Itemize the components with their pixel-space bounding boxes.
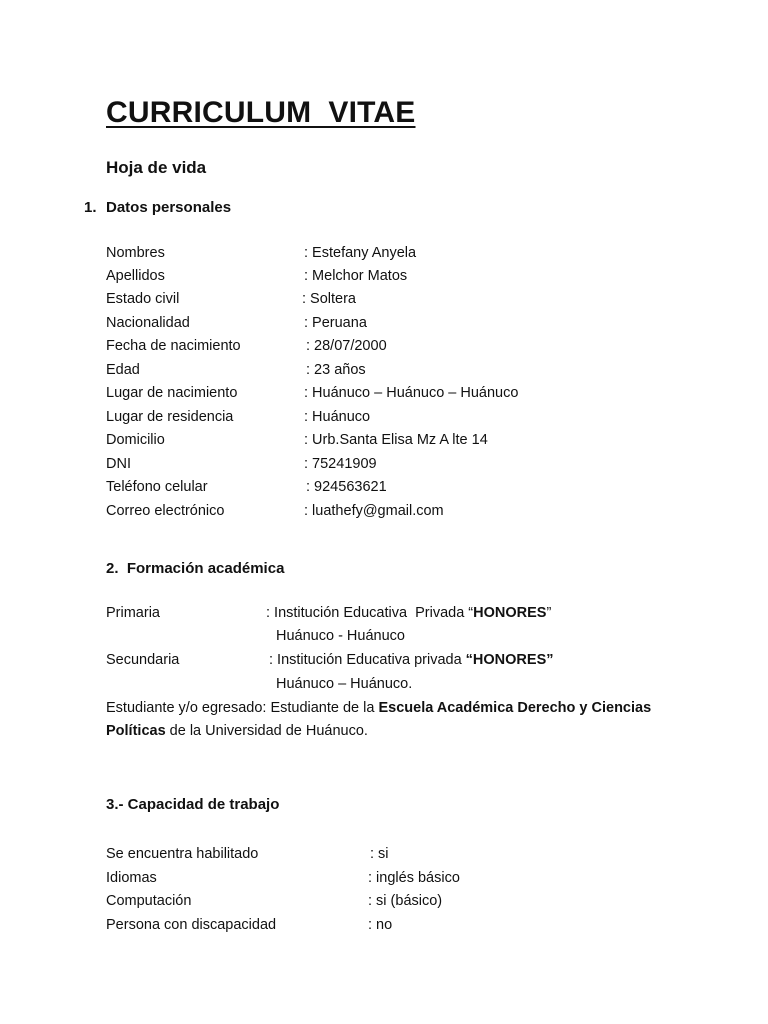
school-program: Escuela Académica Derecho y Ciencias bbox=[378, 700, 652, 716]
row-value: : no bbox=[368, 917, 393, 933]
school-name: HONORES bbox=[473, 605, 547, 621]
row-value: : si (básico) bbox=[368, 893, 443, 909]
row-value: : 23 años bbox=[306, 362, 366, 378]
row-value: : Melchor Matos bbox=[304, 268, 408, 284]
section1-heading: Datos personales bbox=[106, 199, 232, 216]
section3-heading: 3.- Capacidad de trabajo bbox=[106, 796, 280, 813]
row-label: Lugar de residencia bbox=[106, 409, 234, 425]
education-value-suffix: ” bbox=[546, 605, 552, 621]
education-value bbox=[269, 649, 554, 672]
row-label: Estado civil bbox=[106, 291, 180, 307]
student-prefix: Estudiante y/o egresado: Estudiante de la bbox=[106, 700, 379, 716]
section1-number: 1. bbox=[84, 199, 97, 216]
row-value: : Huánuco – Huánuco – Huánuco bbox=[304, 385, 519, 401]
row-value: : inglés básico bbox=[368, 870, 460, 886]
row-value: : 924563621 bbox=[306, 479, 387, 495]
row-label: DNI bbox=[106, 456, 131, 472]
row-value: : Peruana bbox=[304, 315, 367, 331]
row-value: : luathefy@gmail.com bbox=[304, 503, 444, 519]
row-label: Se encuentra habilitado bbox=[106, 846, 259, 862]
row-label: Lugar de nacimiento bbox=[106, 385, 238, 401]
document-subtitle: Hoja de vida bbox=[106, 158, 207, 177]
education-value-prefix: : Institución Educativa Privada “ bbox=[266, 605, 474, 621]
education-value-prefix: : Institución Educativa privada bbox=[269, 652, 466, 668]
row-value: : Urb.Santa Elisa Mz A lte 14 bbox=[304, 432, 488, 448]
row-value: : Huánuco bbox=[304, 409, 371, 425]
row-label: Teléfono celular bbox=[106, 479, 208, 495]
education-label: Primaria bbox=[106, 605, 160, 621]
row-value: : 75241909 bbox=[304, 456, 377, 472]
document-title: CURRICULUM VITAE bbox=[106, 96, 416, 129]
education-value bbox=[266, 602, 551, 625]
row-label: Nacionalidad bbox=[106, 315, 190, 331]
row-label: Computación bbox=[106, 893, 192, 909]
school-name: “HONORES” bbox=[465, 652, 554, 668]
student-line bbox=[106, 697, 651, 720]
education-location: Huánuco – Huánuco. bbox=[276, 676, 413, 692]
row-label: Correo electrónico bbox=[106, 503, 225, 519]
student-suffix: de la Universidad de Huánuco. bbox=[165, 723, 368, 739]
student-line-2 bbox=[106, 720, 368, 743]
school-program-cont: Políticas bbox=[106, 723, 166, 739]
row-label: Idiomas bbox=[106, 870, 157, 886]
education-location: Huánuco - Huánuco bbox=[276, 628, 405, 644]
row-value: : Estefany Anyela bbox=[304, 245, 417, 261]
row-value: : 28/07/2000 bbox=[306, 338, 387, 354]
row-label: Edad bbox=[106, 362, 140, 378]
row-label: Nombres bbox=[106, 245, 165, 261]
row-value: : Soltera bbox=[302, 291, 356, 307]
row-label: Domicilio bbox=[106, 432, 165, 448]
row-value: : si bbox=[370, 846, 389, 862]
row-label: Persona con discapacidad bbox=[106, 917, 277, 933]
education-label: Secundaria bbox=[106, 652, 180, 668]
row-label: Apellidos bbox=[106, 268, 165, 284]
section2-heading: 2. Formación académica bbox=[106, 560, 285, 577]
row-label: Fecha de nacimiento bbox=[106, 338, 241, 354]
